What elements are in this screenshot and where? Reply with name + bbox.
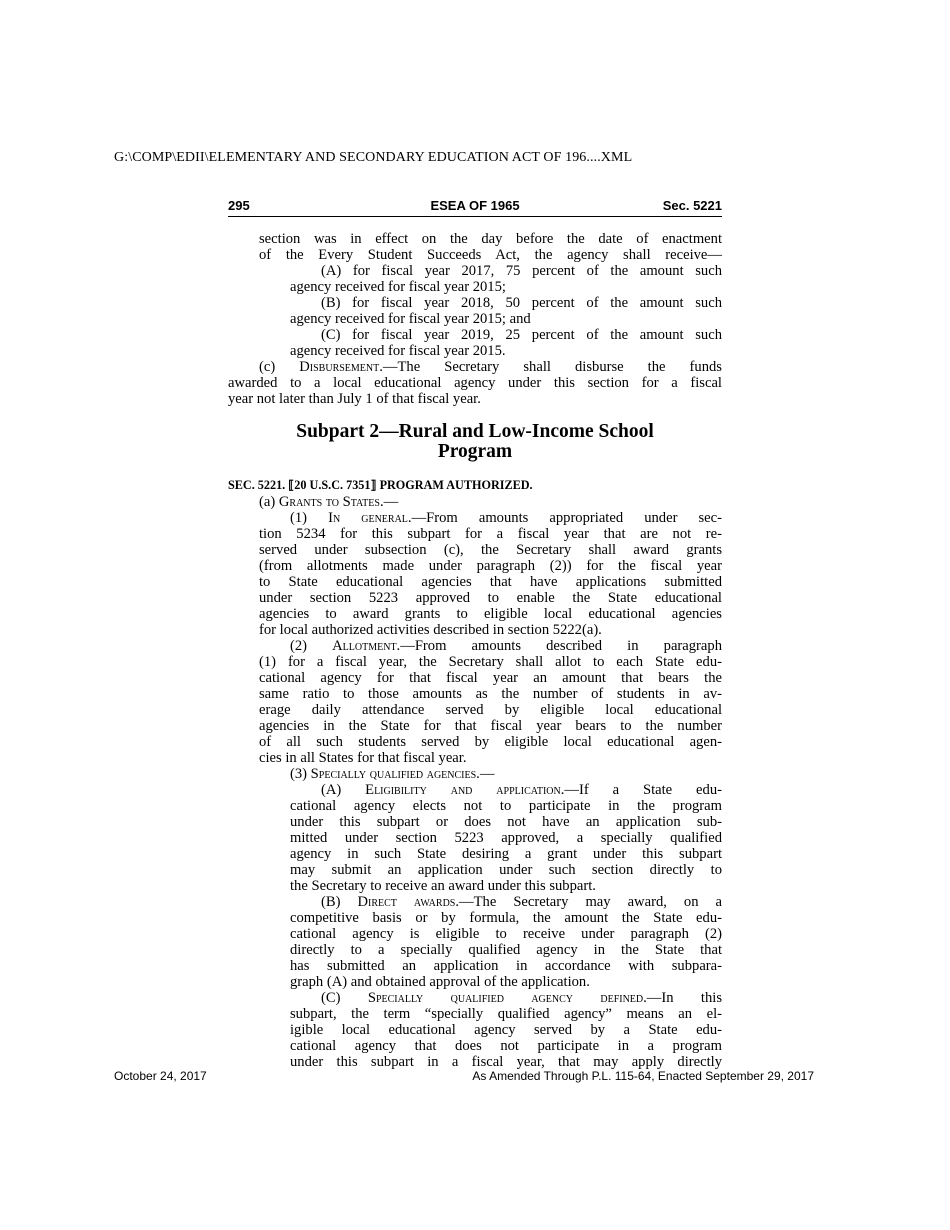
text-line: erage daily attendance served by eligible local educational [259, 702, 722, 718]
text-line: agencies in the State for that fiscal year bears to the number [259, 718, 722, 734]
act-title: ESEA OF 1965 [430, 198, 520, 213]
text-line: served under subsection (c), the Secretary shall award grants [259, 542, 722, 558]
text-line: cational agency elects not to participate in the program [290, 798, 722, 814]
text-line: (1) for a fiscal year, the Secretary shall allot to each State edu- [259, 654, 722, 670]
text-line: has submitted an application in accordance with subpara- [290, 958, 722, 974]
subparagraph-c-first-line: (C) Specially qualified agency defined.—In this [321, 990, 722, 1006]
disbursement-heading: Disbursement. [299, 359, 383, 375]
paragraph-2-first-line: (2) Allotment.—From amounts described in paragraph [290, 638, 722, 654]
running-head [228, 198, 722, 217]
section-heading: SEC. 5221. ⟦20 U.S.C. 7351⟧ PROGRAM AUTHORIZED. [228, 478, 533, 492]
document-body [228, 231, 722, 1070]
text-line: for local authorized activities described in section 5222(a). [259, 622, 602, 638]
text-line: cational agency that does not participate in a program [290, 1038, 722, 1054]
text-line: (A) for fiscal year 2017, 75 percent of the amount such [321, 263, 722, 279]
text-line: may submit an application under such section directly to [290, 862, 722, 878]
text-line: year not later than July 1 of that fiscal year. [228, 391, 481, 407]
text-line: tion 5234 for this subpart for a fiscal year that are not re- [259, 526, 722, 542]
text-line: (B) for fiscal year 2018, 50 percent of the amount such [321, 295, 722, 311]
text-line: cational agency is eligible to receive under paragraph (2) [290, 926, 722, 942]
subsection-a-heading: (a) Grants to States.— [259, 494, 399, 510]
text-line: agency received for fiscal year 2015; [290, 279, 506, 295]
footer-date: October 24, 2017 [114, 1069, 207, 1083]
text-line: same ratio to those amounts as the number of students in av- [259, 686, 722, 702]
text-line: of all such students served by eligible local educational agen- [259, 734, 722, 750]
paragraph-1-first-line: (1) In general.—From amounts appropriated under sec- [290, 510, 722, 526]
text-line: directly to a specially qualified agency in the State that [290, 942, 722, 958]
text-line: agency received for fiscal year 2015; and [290, 311, 531, 327]
text-line: under this subpart in a fiscal year, that may apply directly [290, 1054, 722, 1070]
text-line: the Secretary to receive an award under this subpart. [290, 878, 596, 894]
text-line: (C) for fiscal year 2019, 25 percent of the amount such [321, 327, 722, 343]
text-line: of the Every Student Succeeds Act, the agency shall receive— [259, 247, 722, 263]
subpart-heading: Subpart 2—Rural and Low-Income School Program [296, 421, 654, 462]
text-line: under this subpart or does not have an application sub- [290, 814, 722, 830]
disbursement-first-line: (c) Disbursement.—The Secretary shall disburse the funds [259, 359, 722, 375]
file-path: G:\COMP\EDII\ELEMENTARY AND SECONDARY EDUCATION ACT OF 196....XML [114, 150, 633, 165]
page-number: 295 [228, 198, 250, 213]
text-line: under section 5223 approved to enable the State educational [259, 590, 722, 606]
section-label: Sec. 5221 [662, 198, 722, 213]
text-line: agencies to award grants to eligible local educational agencies [259, 606, 722, 622]
text-line: agency received for fiscal year 2015. [290, 343, 506, 359]
paragraph-3-heading: (3) Specially qualified agencies.— [290, 766, 495, 782]
text-line: section was in effect on the day before the date of enactment [259, 231, 722, 247]
subparagraph-a-first-line: (A) Eligibility and application.—If a State edu- [321, 782, 722, 798]
text-line: agency in such State desiring a grant under this subpart [290, 846, 722, 862]
text-line: cational agency for that fiscal year an amount that bears the [259, 670, 722, 686]
text-line: competitive basis or by formula, the amount the State edu- [290, 910, 722, 926]
text-line: awarded to a local educational agency under this section for a fiscal [228, 375, 722, 391]
text-line: igible local educational agency served by a State edu- [290, 1022, 722, 1038]
text-line: (from allotments made under paragraph (2)) for the fiscal year [259, 558, 722, 574]
text-line: graph (A) and obtained approval of the application. [290, 974, 590, 990]
footer-amended: As Amended Through P.L. 115-64, Enacted September 29, 2017 [472, 1069, 814, 1083]
text-line: mitted under section 5223 approved, a specially qualified [290, 830, 722, 846]
text-line: subpart, the term “specially qualified agency” means an el- [290, 1006, 722, 1022]
text-line: cies in all States for that fiscal year. [259, 750, 467, 766]
text-line: to State educational agencies that have applications submitted [259, 574, 722, 590]
subparagraph-b-first-line: (B) Direct awards.—The Secretary may award, on a [321, 894, 722, 910]
